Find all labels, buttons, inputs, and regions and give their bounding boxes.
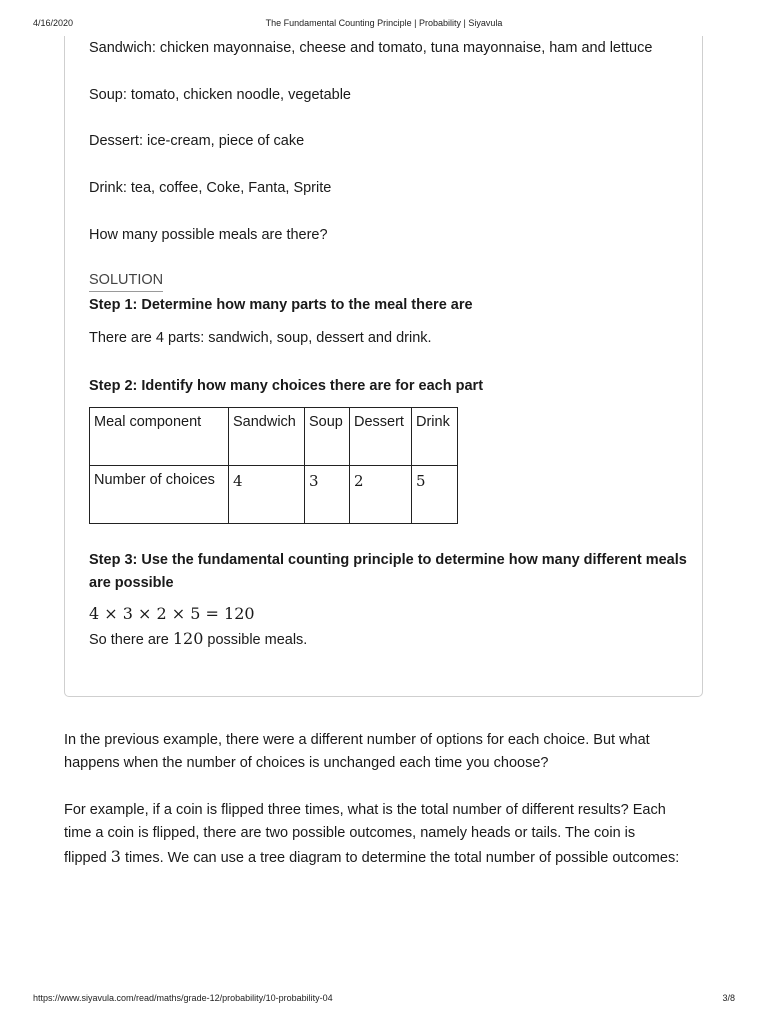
table-cell: 4 — [229, 466, 305, 524]
drink-options: Drink: tea, coffee, Coke, Fanta, Sprite — [89, 180, 332, 196]
result-suffix: possible meals. — [203, 632, 308, 648]
table-header-row — [90, 408, 458, 466]
table-cell: 3 — [305, 466, 350, 524]
table-cell: 2 — [350, 466, 412, 524]
p2-prefix: flipped — [64, 850, 111, 866]
counting-equation: 4 × 3 × 2 × 5 = 120 — [89, 604, 255, 623]
step3-title-line1: Step 3: Use the fundamental counting principle to determine how many different meals — [89, 552, 687, 568]
paragraph-line: happens when the number of choices is unchanged each time you choose? — [64, 755, 549, 771]
soup-options: Soup: tomato, chicken noodle, vegetable — [89, 87, 351, 103]
page-url[interactable]: https://www.siyavula.com/read/maths/grade-12/probability/10-probability-04 — [33, 993, 333, 1003]
paragraph-line — [64, 845, 714, 870]
table-cell: Number of choices — [90, 466, 229, 524]
paragraph-line: For example, if a coin is flipped three times, what is the total number of different results? Each — [64, 802, 666, 818]
table-row — [90, 466, 458, 524]
table-cell: Sandwich — [229, 408, 305, 466]
step1-text: There are 4 parts: sandwich, soup, dessert and drink. — [89, 330, 432, 346]
solution-toggle[interactable]: SOLUTION — [89, 271, 163, 292]
p2-suffix: times. We can use a tree diagram to determine the total number of possible outcomes: — [120, 850, 680, 866]
p2-value: 3 — [110, 847, 121, 866]
choices-table — [89, 407, 458, 524]
table-cell: Meal component — [90, 408, 229, 466]
paragraph-line: In the previous example, there were a different number of options for each choice. But what — [64, 732, 650, 748]
print-date: 4/16/2020 — [33, 18, 74, 28]
step2-title: Step 2: Identify how many choices there are for each part — [89, 378, 484, 394]
dessert-options: Dessert: ice-cream, piece of cake — [89, 133, 305, 149]
print-page-title: The Fundamental Counting Principle | Probability | Siyavula — [265, 18, 503, 28]
result-value: 120 — [172, 629, 204, 648]
step1-title: Step 1: Determine how many parts to the meal there are — [89, 297, 473, 313]
table-cell: Drink — [412, 408, 458, 466]
table-cell: 5 — [412, 466, 458, 524]
step3-title-line2: are possible — [89, 575, 174, 591]
table-cell: Dessert — [350, 408, 412, 466]
paragraph-line: time a coin is flipped, there are two possible outcomes, namely heads or tails. The coin is — [64, 825, 636, 841]
result-sentence — [89, 629, 307, 650]
result-prefix: So there are — [89, 632, 173, 648]
page-number: 3/8 — [722, 993, 735, 1003]
table-cell: Soup — [305, 408, 350, 466]
example-question: How many possible meals are there? — [89, 227, 328, 243]
sandwich-options: Sandwich: chicken mayonnaise, cheese and tomato, tuna mayonnaise, ham and lettuce — [89, 40, 653, 56]
